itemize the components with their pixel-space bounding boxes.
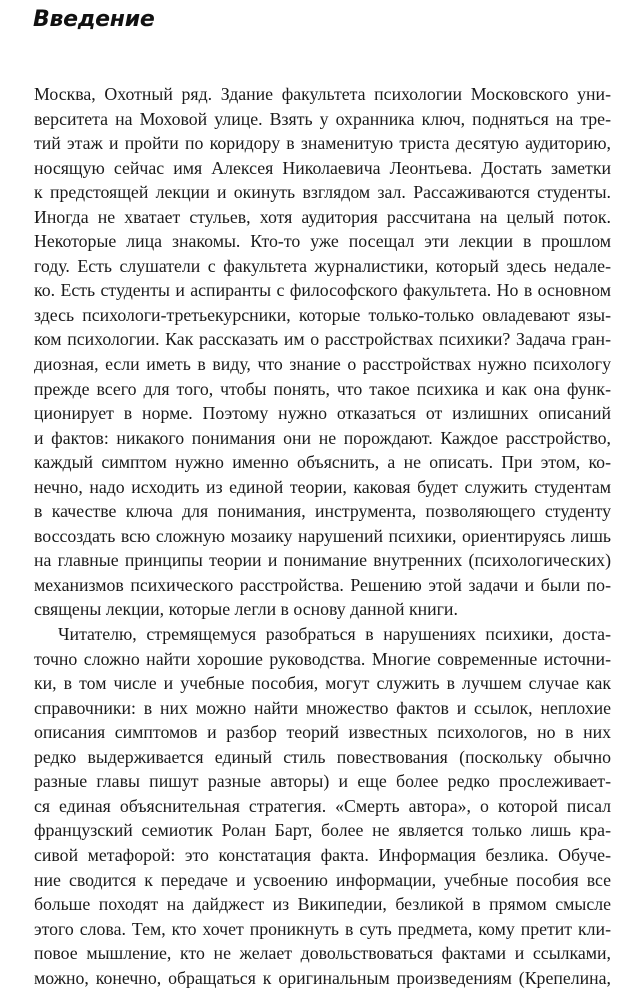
chapter-body (34, 82, 611, 990)
chapter-heading: Введение (33, 7, 155, 32)
text-line: диозная, если иметь в виду, что знание о расстройствах нужно психологу (34, 354, 611, 375)
text-line: на главные принципы теории и понимание внутренних (психологических) (34, 550, 611, 571)
text-line: Иногда не хватает стульев, хотя аудитория рассчитана на целый поток. (34, 206, 611, 227)
text-line: точно сложно найти хорошие руководства. Многие современные источни- (34, 648, 611, 669)
text-line: этого слова. Тем, кто хочет проникнуть в суть предмета, кому претит кли- (34, 918, 611, 939)
text-line: ки, в том числе и учебные пособия, могут служить в лучшем случае как (34, 673, 611, 694)
text-line: ся единая объяснительная стратегия. «Смерть автора», о которой писал (34, 795, 611, 816)
text-line: описания симптомов и разбор теорий известных психологов, но в них (34, 722, 611, 743)
text-line: нечно, надо исходить из единой теории, каковая будет служить студентам (34, 476, 611, 497)
text-line: ко. Есть студенты и аспиранты с философского факультета. Но в основном (34, 280, 611, 301)
text-line: тий этаж и пройти по коридору в знаменитую триста десятую аудиторию, (34, 133, 611, 154)
paragraph-1 (34, 82, 611, 622)
text-line: прежде всего для того, чтобы понять, что такое психика и как она функ- (34, 378, 611, 399)
text-line: редко выдерживается единый стиль повествования (поскольку обычно (34, 746, 611, 767)
text-line: повое мышление, кто не желает довольствоваться фактами и ссылками, (34, 943, 611, 964)
text-line: Москва, Охотный ряд. Здание факультета психологии Московского уни- (34, 84, 611, 104)
text-line: можно, конечно, обращаться к оригинальным произведениям (Крепелина, (34, 967, 611, 988)
text-line: воссоздать всю сложную мозаику нарушений психики, ориентируясь лишь (34, 525, 611, 546)
text-line: справочники: в них можно найти множество фактов и ссылок, неплохие (34, 697, 611, 718)
paragraph-2 (34, 622, 611, 990)
text-line: верситета на Моховой улице. Взять у охранника ключ, подняться на тре- (34, 108, 611, 129)
text-line: году. Есть слушатели с факультета журналистики, который здесь недале- (34, 255, 611, 276)
text-line: Читателю, стремящемуся разобраться в нарушениях психики, доста- (58, 624, 611, 645)
text-line: сивой метафорой: это констатация факта. Информация безлика. Обуче- (34, 844, 611, 865)
text-line: в качестве ключа для понимания, инструмента, позволяющего студенту (34, 501, 611, 522)
text-line: разные главы пишут разные авторы) и еще более редко прослеживает- (34, 771, 611, 792)
text-line: французский семиотик Ролан Барт, более не является только лишь кра- (34, 820, 611, 841)
text-line: и фактов: никакого понимания они не порождают. Каждое расстройство, (34, 427, 611, 448)
text-line: каждый симптом нужно именно объяснить, а не описать. При этом, ко- (34, 452, 611, 473)
text-line: носящую сейчас имя Алексея Николаевича Леонтьева. Достать заметки (34, 157, 611, 178)
text-line: священы лекции, которые легли в основу данной книги. (34, 599, 458, 620)
text-line: ком психологии. Как рассказать им о расстройствах психики? Задача гран- (34, 329, 611, 350)
text-line: к предстоящей лекции и окинуть взглядом зал. Рассаживаются студенты. (34, 182, 611, 203)
text-line: ционирует в норме. Поэтому нужно отказаться от излишних описаний (34, 403, 611, 424)
text-line: механизмов психического расстройства. Решению этой задачи и были по- (34, 574, 611, 595)
text-line: здесь психологи-третьекурсники, которые только-только овладевают язы- (34, 304, 611, 325)
text-line: ние сводится к передаче и усвоению информации, учебные пособия все (34, 869, 611, 890)
text-line: Некоторые лица знакомы. Кто-то уже посещал эти лекции в прошлом (34, 231, 611, 252)
text-line: больше походят на дайджест из Википедии, безликой в прямом смысле (34, 894, 611, 915)
